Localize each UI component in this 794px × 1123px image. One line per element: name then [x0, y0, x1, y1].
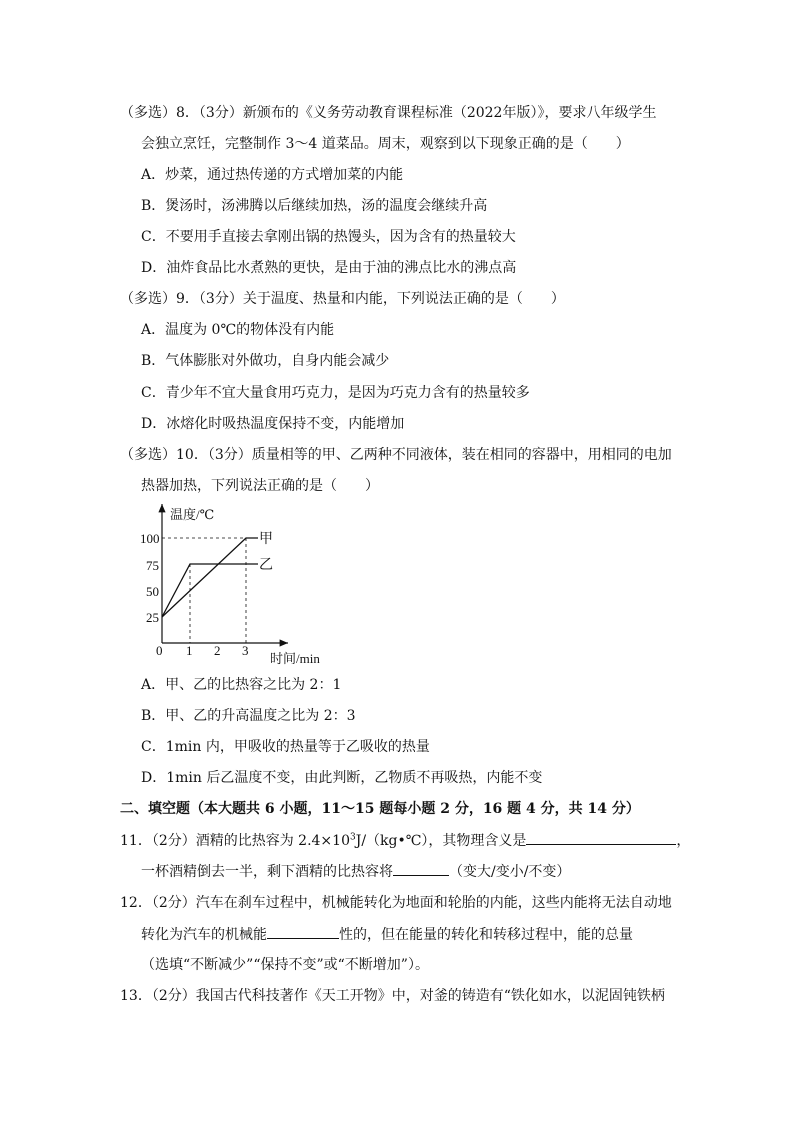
q12-text-a: 转化为汽车的机械能: [141, 927, 267, 943]
xtick-2: 2: [214, 643, 221, 658]
q12-line1: 12．（2分）汽车在刹车过程中，机械能转化为地面和轮胎的内能，这些内能将无法自动地: [120, 895, 672, 911]
ytick-25: 25: [146, 610, 159, 625]
q11-line1: [120, 830, 690, 851]
ytick-50: 50: [146, 584, 159, 599]
ytick-100: 100: [140, 531, 160, 546]
series-jia-label: 甲: [259, 532, 273, 547]
q12-line3: （选填“不断减少”“保持不变”或“不断增加”）。: [141, 957, 429, 973]
q9-option-a: A．温度为 0℃的物体没有内能: [141, 322, 335, 338]
q10-stem-line1: （多选）10．（3分）质量相等的甲、乙两种不同液体，装在相同的容器中，用相同的电加: [120, 447, 672, 463]
q9-option-c: C．青少年不宜大量食用巧克力，是因为巧克力含有的热量较多: [141, 385, 530, 401]
q9-option-d: D．冰熔化时吸热温度保持不变，内能增加: [141, 416, 405, 432]
q8-option-d: D．油炸食品比水煮熟的更快，是由于油的沸点比水的沸点高: [141, 260, 517, 276]
q10-option-b: B．甲、乙的升高温度之比为 2：3: [141, 708, 356, 724]
xtick-0: 0: [156, 643, 163, 658]
q11-line2: [141, 861, 570, 882]
q10-stem-line2: 热器加热，下列说法正确的是（ ）: [141, 478, 379, 494]
temperature-time-graph: [140, 500, 340, 675]
q8-option-b: B．煲汤时，汤沸腾以后继续加热，汤的温度会继续升高: [141, 198, 488, 214]
q9-option-b: B．气体膨胀对外做功，自身内能会减少: [141, 353, 390, 369]
q8-option-c: C．不要用手直接去拿刚出锅的热馒头，因为含有的热量较大: [141, 229, 516, 245]
q8-stem-line2: 会独立烹饪，完整制作 3～4 道菜品。周末，观察到以下现象正确的是（ ）: [141, 136, 630, 152]
q12-blank-direction[interactable]: [267, 924, 339, 939]
q11-blank-meaning[interactable]: [526, 830, 676, 845]
q11-text-d: 一杯酒精倒去一半，剩下酒精的比热容将: [141, 864, 393, 880]
ytick-75: 75: [146, 558, 159, 573]
series-jia-line: [162, 538, 258, 617]
q11-exponent: 3: [349, 832, 356, 843]
q8-option-a: A．炒菜，通过热传递的方式增加菜的内能: [141, 167, 404, 183]
y-axis-label: 温度/℃: [170, 507, 215, 522]
q11-text-e: （变大/变小/不变）: [449, 864, 571, 880]
xtick-1: 1: [186, 643, 193, 658]
section-heading-fill-blank: 二、填空题（本大题共 6 小题，11～15 题每小题 2 分，16 题 4 分，共 14 分）: [120, 801, 640, 817]
series-yi-label: 乙: [259, 558, 273, 573]
q11-text-a: 11．（2分）酒精的比热容为 2.4×10: [120, 833, 350, 849]
q10-option-a: A．甲、乙的比热容之比为 2：1: [141, 677, 342, 693]
q11-blank-change[interactable]: [393, 861, 449, 876]
q10-option-c: C．1min 内，甲吸收的热量等于乙吸收的热量: [141, 739, 430, 755]
q13-line1: 13．（2分）我国古代科技著作《天工开物》中，对釜的铸造有“铁化如水，以泥固钝铁柄: [120, 988, 665, 1004]
xtick-3: 3: [242, 643, 249, 658]
q12-text-b: 性的，但在能量的转化和转移过程中，能的总量: [339, 927, 633, 943]
q8-stem-line1: （多选）8．（3分）新颁布的《义务劳动教育课程标准（2022年版）》，要求八年级学生: [120, 105, 657, 121]
q10-option-d: D．1min 后乙温度不变，由此判断，乙物质不再吸热，内能不变: [141, 770, 543, 786]
q12-line2: [141, 924, 633, 945]
q11-text-c: ，: [676, 833, 691, 849]
q11-text-b: J/（kg•℃），其物理含义是: [355, 833, 527, 849]
q9-stem-line1: （多选）9．（3分）关于温度、热量和内能，下列说法正确的是（ ）: [120, 291, 565, 307]
x-axis-label: 时间/min: [270, 651, 320, 666]
